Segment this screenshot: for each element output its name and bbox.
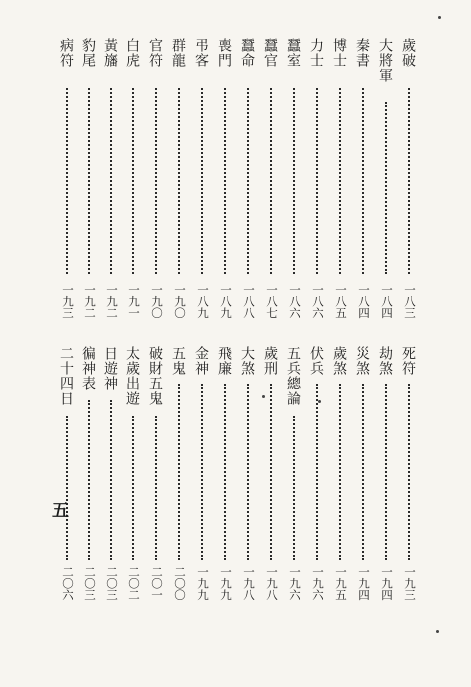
toc-entry-page-number: 一九九 [219, 566, 233, 601]
ink-speck [318, 400, 321, 403]
toc-entry-page-number: 一九八 [265, 566, 279, 601]
dot-leader [224, 384, 226, 560]
toc-entry-page-number: 二〇一 [150, 566, 164, 601]
toc-entry-page-number: 一八六 [311, 284, 325, 319]
toc-entry-page-number: 一八四 [380, 284, 394, 319]
dot-leader [270, 384, 272, 560]
toc-entry-page-number: 二〇二 [127, 566, 141, 601]
dot-leader [88, 88, 90, 274]
dot-leader [178, 384, 180, 560]
toc-entry-page-number: 二〇〇 [173, 566, 187, 601]
dot-leader [316, 384, 318, 560]
dot-leader [88, 400, 90, 560]
dot-leader [132, 88, 134, 274]
toc-entry-title: 歲破 [400, 38, 416, 68]
dot-leader [155, 416, 157, 560]
dot-leader [132, 416, 134, 560]
dot-leader [385, 384, 387, 560]
page-number: 五 [52, 501, 69, 521]
toc-entry-title: 劫煞 [377, 346, 393, 376]
dot-leader [362, 88, 364, 274]
dot-leader [247, 384, 249, 560]
toc-entry-title: 災煞 [354, 346, 370, 376]
dot-leader [385, 102, 387, 274]
toc-entry-title: 弔客 [193, 38, 209, 68]
dot-leader [316, 88, 318, 274]
toc-entry-title: 伏兵 [308, 346, 324, 376]
dot-leader [201, 384, 203, 560]
toc-entry-page-number: 一八五 [334, 284, 348, 319]
dot-leader [110, 400, 112, 560]
ink-speck [262, 395, 265, 398]
toc-entry-page-number: 一八四 [357, 284, 371, 319]
toc-entry-title: 黃旛 [102, 38, 118, 68]
toc-entry-title: 五兵總論 [285, 346, 301, 406]
toc-entry-title: 蠶室 [285, 38, 301, 68]
toc-entry-page-number: 一九六 [311, 566, 325, 601]
toc-entry-page-number: 一九八 [242, 566, 256, 601]
dot-leader [408, 384, 410, 560]
toc-entry-page-number: 一九二 [105, 284, 119, 319]
toc-entry-title: 豹尾 [80, 38, 96, 68]
toc-entry-title: 蠶官 [262, 38, 278, 68]
toc-entry-title: 官符 [147, 38, 163, 68]
toc-entry-title: 大將軍 [377, 38, 393, 83]
toc-entry-page-number: 一八六 [288, 284, 302, 319]
toc-entry-page-number: 一九〇 [173, 284, 187, 319]
dot-leader [408, 88, 410, 274]
dot-leader [339, 88, 341, 274]
toc-entry-page-number: 二〇三 [105, 566, 119, 601]
toc-entry-title: 日遊神 [102, 346, 118, 391]
toc-entry-page-number: 二〇三 [83, 566, 97, 601]
toc-entry-title: 白虎 [124, 38, 140, 68]
toc-entry-title: 金神 [193, 346, 209, 376]
ink-speck [436, 630, 439, 633]
dot-leader [270, 88, 272, 274]
dot-leader [362, 384, 364, 560]
dot-leader [293, 88, 295, 274]
toc-entry-title: 大煞 [239, 346, 255, 376]
toc-entry-page-number: 一九一 [127, 284, 141, 319]
toc-entry-page-number: 一九九 [196, 566, 210, 601]
toc-entry-title: 五鬼 [170, 346, 186, 376]
toc-entry-title: 死符 [400, 346, 416, 376]
toc-entry-page-number: 一八三 [403, 284, 417, 319]
toc-entry-page-number: 一九四 [357, 566, 371, 601]
toc-entry-page-number: 一八九 [196, 284, 210, 319]
toc-entry-page-number: 一八七 [265, 284, 279, 319]
toc-entry-title: 群龍 [170, 38, 186, 68]
dot-leader [293, 416, 295, 560]
toc-entry-page-number: 一九五 [334, 566, 348, 601]
toc-entry-title: 歲刑 [262, 346, 278, 376]
toc-entry-title: 歲煞 [331, 346, 347, 376]
toc-entry-title: 飛廉 [216, 346, 232, 376]
toc-entry-page-number: 一九〇 [150, 284, 164, 319]
toc-entry-page-number: 一九三 [61, 284, 75, 319]
toc-entry-page-number: 一八八 [242, 284, 256, 319]
toc-entry-title: 破財五鬼 [147, 346, 163, 406]
ink-speck [438, 16, 441, 19]
dot-leader [178, 88, 180, 274]
toc-entry-title: 太歲出遊 [124, 346, 140, 406]
toc-entry-page-number: 一八九 [219, 284, 233, 319]
dot-leader [224, 88, 226, 274]
dot-leader [66, 416, 68, 560]
toc-entry-page-number: 一九二 [83, 284, 97, 319]
dot-leader [110, 88, 112, 274]
dot-leader [66, 88, 68, 274]
dot-leader [201, 88, 203, 274]
toc-entry-page-number: 一九六 [288, 566, 302, 601]
toc-entry-title: 蠶命 [239, 38, 255, 68]
toc-entry-page-number: 一九三 [403, 566, 417, 601]
toc-entry-page-number: 二〇六 [61, 566, 75, 601]
toc-entry-page-number: 一九四 [380, 566, 394, 601]
toc-entry-title: 秦書 [354, 38, 370, 68]
toc-entry-title: 徧神表 [80, 346, 96, 391]
toc-entry-title: 二十四日 [58, 346, 74, 406]
toc-entry-title: 博士 [331, 38, 347, 68]
dot-leader [247, 88, 249, 274]
toc-entry-title: 喪門 [216, 38, 232, 68]
dot-leader [339, 384, 341, 560]
toc-entry-title: 力士 [308, 38, 324, 68]
dot-leader [155, 88, 157, 274]
toc-entry-title: 病符 [58, 38, 74, 68]
